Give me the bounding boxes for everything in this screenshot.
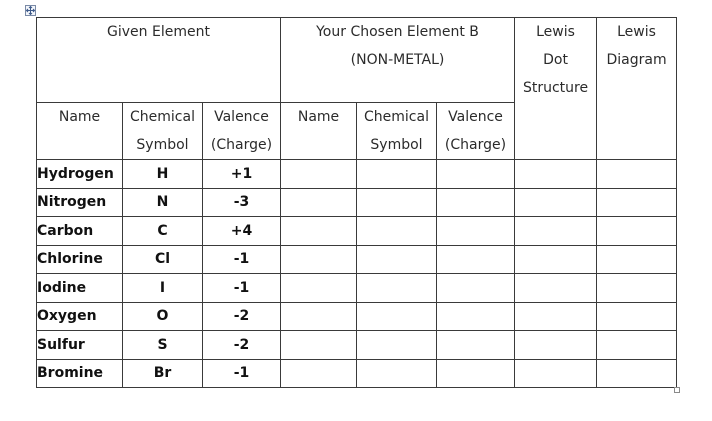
- table-row: [37, 331, 677, 360]
- chosen-valence-cell[interactable]: [437, 331, 515, 360]
- table-row: [37, 274, 677, 303]
- chosen-name-cell[interactable]: [281, 274, 357, 303]
- lewis-diagram-header[interactable]: [597, 18, 677, 160]
- element-symbol-cell[interactable]: O: [123, 302, 203, 331]
- given-valence-label-1: Valence: [214, 109, 269, 125]
- lewis-dot-label-2: Dot: [543, 52, 568, 68]
- element-symbol-cell[interactable]: I: [123, 274, 203, 303]
- table-move-handle[interactable]: [25, 5, 36, 16]
- lewis-dot-cell[interactable]: [515, 188, 597, 217]
- lewis-dot-label-3: Structure: [522, 80, 589, 96]
- table-row: [37, 188, 677, 217]
- element-name-cell[interactable]: Iodine: [37, 274, 123, 303]
- element-name-cell[interactable]: Chlorine: [37, 245, 123, 274]
- element-symbol-cell[interactable]: C: [123, 217, 203, 246]
- element-valence-cell[interactable]: -2: [203, 331, 281, 360]
- lewis-diagram-cell[interactable]: [597, 331, 677, 360]
- given-valence-label-2: (Charge): [210, 137, 273, 153]
- lewis-diagram-cell[interactable]: [597, 274, 677, 303]
- given-symbol-label-2: Symbol: [136, 137, 189, 153]
- element-name-cell[interactable]: Hydrogen: [37, 160, 123, 189]
- chosen-element-label: Your Chosen Element B: [316, 24, 479, 40]
- given-symbol-label-1: Chemical: [130, 109, 195, 125]
- chosen-element-sublabel: (NON-METAL): [350, 52, 445, 68]
- chosen-name-cell[interactable]: [281, 359, 357, 388]
- element-valence-cell[interactable]: -3: [203, 188, 281, 217]
- chosen-valence-cell[interactable]: [437, 274, 515, 303]
- lewis-dot-header[interactable]: [515, 18, 597, 160]
- given-element-label: Given Element: [107, 24, 210, 40]
- lewis-diagram-label-1: Lewis: [617, 24, 656, 40]
- chosen-name-cell[interactable]: [281, 331, 357, 360]
- element-table: [36, 17, 677, 388]
- chosen-symbol-cell[interactable]: [357, 274, 437, 303]
- chosen-symbol-label-2: Symbol: [370, 137, 423, 153]
- given-element-header[interactable]: [37, 18, 281, 103]
- table-row: [37, 160, 677, 189]
- table-row: [37, 302, 677, 331]
- table-row: [37, 359, 677, 388]
- element-valence-cell[interactable]: +4: [203, 217, 281, 246]
- chosen-name-cell[interactable]: [281, 160, 357, 189]
- lewis-dot-cell[interactable]: [515, 217, 597, 246]
- lewis-dot-cell[interactable]: [515, 302, 597, 331]
- element-name-cell[interactable]: Carbon: [37, 217, 123, 246]
- chosen-name-label: Name: [297, 109, 340, 125]
- chosen-name-cell[interactable]: [281, 245, 357, 274]
- lewis-dot-cell[interactable]: [515, 331, 597, 360]
- chosen-symbol-cell[interactable]: [357, 160, 437, 189]
- table-row: [37, 217, 677, 246]
- lewis-diagram-cell[interactable]: [597, 245, 677, 274]
- element-symbol-cell[interactable]: Cl: [123, 245, 203, 274]
- chosen-valence-cell[interactable]: [437, 245, 515, 274]
- element-symbol-cell[interactable]: N: [123, 188, 203, 217]
- chosen-symbol-label-1: Chemical: [364, 109, 429, 125]
- chosen-symbol-cell[interactable]: [357, 302, 437, 331]
- lewis-dot-label-1: Lewis: [536, 24, 575, 40]
- element-valence-cell[interactable]: -1: [203, 359, 281, 388]
- lewis-diagram-cell[interactable]: [597, 217, 677, 246]
- chosen-valence-cell[interactable]: [437, 217, 515, 246]
- chosen-symbol-cell[interactable]: [357, 217, 437, 246]
- element-name-cell[interactable]: Oxygen: [37, 302, 123, 331]
- given-name-header[interactable]: [37, 103, 123, 160]
- chosen-element-header[interactable]: [281, 18, 515, 103]
- chosen-valence-header[interactable]: [437, 103, 515, 160]
- given-symbol-header[interactable]: [123, 103, 203, 160]
- table-resize-handle[interactable]: [674, 387, 680, 393]
- lewis-dot-cell[interactable]: [515, 359, 597, 388]
- chosen-valence-cell[interactable]: [437, 359, 515, 388]
- element-valence-cell[interactable]: -2: [203, 302, 281, 331]
- chosen-name-cell[interactable]: [281, 302, 357, 331]
- element-name-cell[interactable]: Bromine: [37, 359, 123, 388]
- given-valence-header[interactable]: [203, 103, 281, 160]
- element-valence-cell[interactable]: +1: [203, 160, 281, 189]
- chosen-symbol-cell[interactable]: [357, 331, 437, 360]
- chosen-name-header[interactable]: [281, 103, 357, 160]
- lewis-dot-cell[interactable]: [515, 160, 597, 189]
- lewis-diagram-cell[interactable]: [597, 359, 677, 388]
- chosen-symbol-cell[interactable]: [357, 359, 437, 388]
- lewis-dot-cell[interactable]: [515, 274, 597, 303]
- move-arrows-icon: [26, 6, 35, 15]
- element-valence-cell[interactable]: -1: [203, 245, 281, 274]
- element-valence-cell[interactable]: -1: [203, 274, 281, 303]
- chosen-valence-cell[interactable]: [437, 160, 515, 189]
- chosen-valence-label-2: (Charge): [444, 137, 507, 153]
- chosen-valence-cell[interactable]: [437, 302, 515, 331]
- element-name-cell[interactable]: Sulfur: [37, 331, 123, 360]
- chosen-symbol-header[interactable]: [357, 103, 437, 160]
- chosen-name-cell[interactable]: [281, 217, 357, 246]
- element-name-cell[interactable]: Nitrogen: [37, 188, 123, 217]
- chosen-valence-cell[interactable]: [437, 188, 515, 217]
- table-row: [37, 245, 677, 274]
- element-symbol-cell[interactable]: Br: [123, 359, 203, 388]
- lewis-diagram-cell[interactable]: [597, 160, 677, 189]
- chosen-symbol-cell[interactable]: [357, 188, 437, 217]
- element-symbol-cell[interactable]: S: [123, 331, 203, 360]
- lewis-dot-cell[interactable]: [515, 245, 597, 274]
- lewis-diagram-cell[interactable]: [597, 302, 677, 331]
- element-symbol-cell[interactable]: H: [123, 160, 203, 189]
- lewis-diagram-label-2: Diagram: [606, 52, 667, 68]
- chosen-symbol-cell[interactable]: [357, 245, 437, 274]
- lewis-diagram-cell[interactable]: [597, 188, 677, 217]
- chosen-name-cell[interactable]: [281, 188, 357, 217]
- given-name-label: Name: [58, 109, 101, 125]
- chosen-valence-label-1: Valence: [448, 109, 503, 125]
